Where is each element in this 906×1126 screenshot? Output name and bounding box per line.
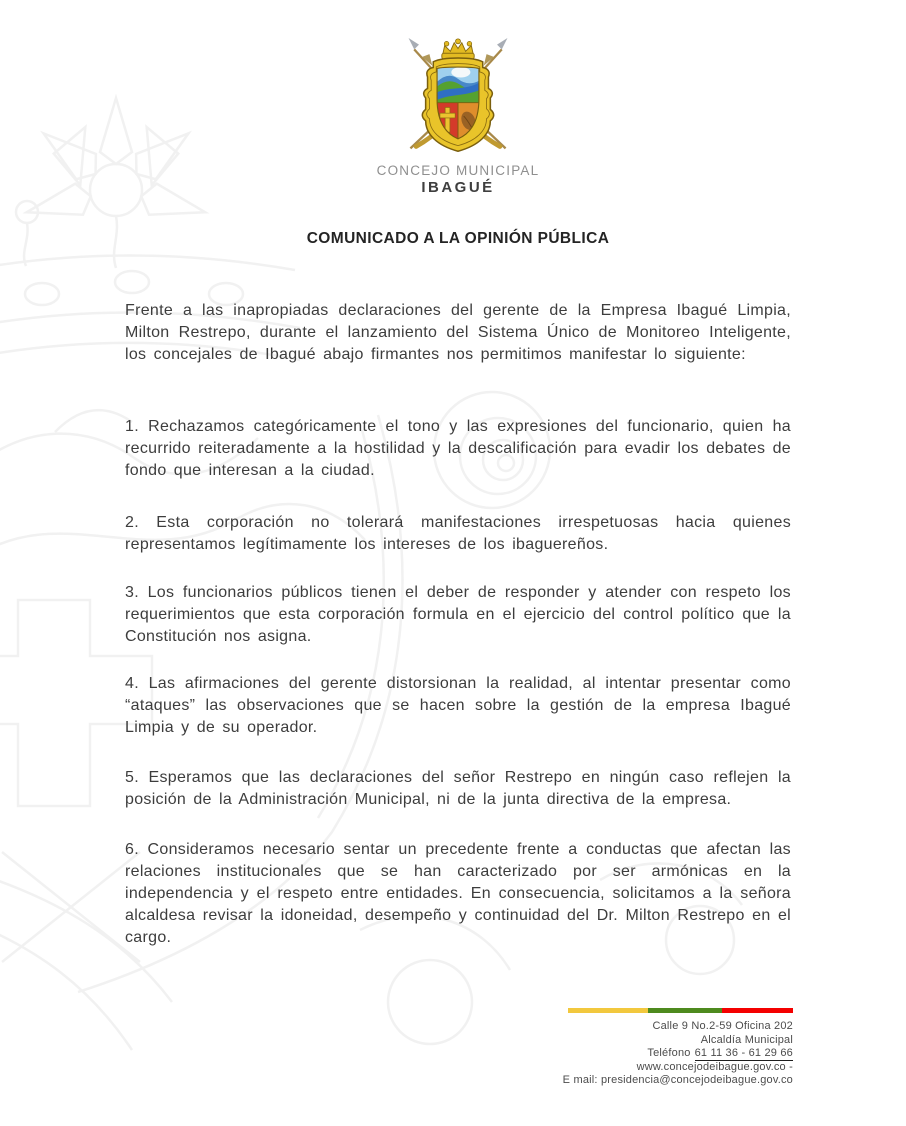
footer — [473, 1008, 793, 1088]
point-paragraph-6: 6. Consideramos necesario sentar un precedente frente a conductas que afectan las relaciones institucionales que se han caracterizado por ser armónicas en la independencia y el respeto entre entidades. En consecuencia, solicitamos a la señora alcaldesa revisar la idoneidad, desempeño y continuidad del Dr. Milton Restrepo en el cargo. — [125, 841, 791, 946]
footer-phone — [473, 1047, 793, 1061]
org-name: CONCEJO MUNICIPAL — [376, 163, 540, 178]
ibague-coat-of-arms-icon — [399, 38, 517, 156]
footer-address: Calle 9 No.2-59 Oficina 202 — [652, 1020, 793, 1032]
footer-website: www.concejodeibague.gov.co - — [636, 1060, 793, 1073]
footer-phone-label: Teléfono — [647, 1047, 691, 1059]
footer-phone-numbers: 61 11 36 - 61 29 66 — [694, 1047, 793, 1059]
point-paragraph-3: 3. Los funcionarios públicos tienen el deber de responder y atender con respeto los requerimientos que esta corporación formula en el ejercicio del control político que la Constitución nos asigna. — [125, 584, 791, 645]
letterhead — [125, 0, 791, 196]
footer-entity: Alcaldía Municipal — [700, 1033, 793, 1046]
document-body — [125, 300, 791, 949]
bar-yellow-segment — [568, 1008, 648, 1013]
bar-red-segment — [722, 1008, 793, 1013]
org-city: IBAGUÉ — [421, 179, 495, 196]
bar-green-segment — [648, 1008, 722, 1013]
tricolor-bar — [473, 1008, 793, 1013]
point-paragraph-4: 4. Las afirmaciones del gerente distorsionan la realidad, al intentar presentar como “ataques” las observaciones que se hacen sobre la gestión de la empresa Ibagué Limpia y de su operador. — [125, 675, 791, 736]
document-content — [125, 0, 791, 949]
point-paragraph-5: 5. Esperamos que las declaraciones del señor Restrepo en ningún caso reflejen la posición de la Administración Municipal, ni de la junta directiva de la empresa. — [125, 769, 791, 808]
point-paragraph-1: 1. Rechazamos categóricamente el tono y las expresiones del funcionario, quien ha recurrido reiteradamente a la hostilidad y la descalificación para evadir los debates de fondo que interesan a la ciudad. — [125, 418, 791, 479]
intro-paragraph: Frente a las inapropiadas declaraciones del gerente de la Empresa Ibagué Limpia, Milton Restrepo, durante el lanzamiento del Sistema Único de Monitoreo Inteligente, los concejales de Ibagué abajo firmantes nos permitimos manifestar lo siguiente: — [125, 302, 791, 363]
document-title: COMUNICADO A LA OPINIÓN PÚBLICA — [306, 230, 610, 247]
point-paragraph-2: 2. Esta corporación no tolerará manifestaciones irrespetuosas hacia quienes representamos legítimamente los intereses de los ibaguereños. — [125, 514, 791, 553]
footer-email: E mail: presidencia@concejodeibague.gov.co — [562, 1074, 793, 1086]
